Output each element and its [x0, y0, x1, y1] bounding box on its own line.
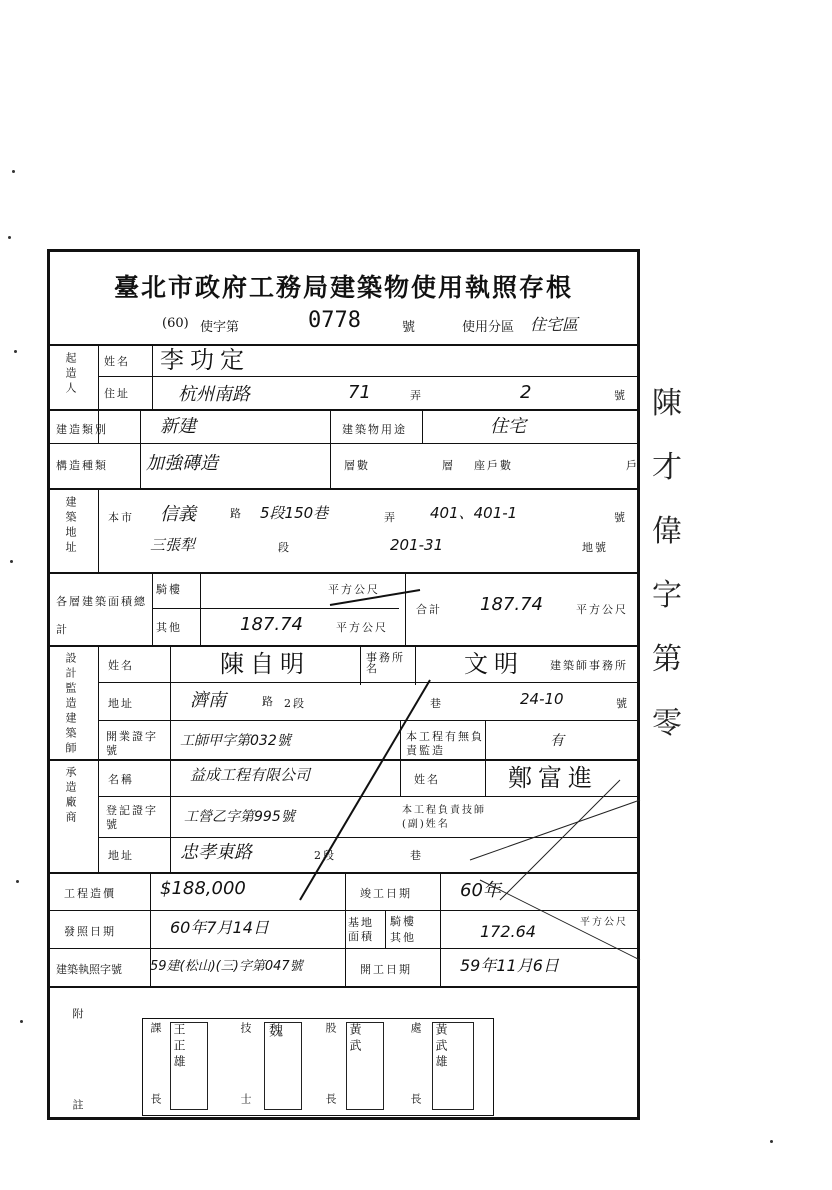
architect-name: 陳自明	[220, 650, 310, 678]
permit-no-label: 建築執照字號	[56, 963, 122, 976]
area-section-label: 各層建築面積總計	[56, 595, 147, 636]
sign-col-1: 課長	[149, 1022, 162, 1164]
engineer-label: 本工程負責技師(副)姓名	[402, 805, 486, 830]
reg-value: 工營乙字第995號	[184, 809, 295, 825]
permit-no-value: 59建(松山)(三)字第047號	[150, 959, 303, 974]
road-suffix: 路	[230, 507, 243, 520]
lane-label: 弄	[410, 389, 423, 402]
location-section-label: 建築地址	[64, 496, 77, 556]
number-label: 號	[614, 389, 627, 402]
site-other-label: 其他	[390, 931, 416, 944]
stamp-2-text: 魏	[267, 1023, 283, 1041]
permit-suffix: 號	[402, 320, 416, 335]
office-value: 文明	[464, 650, 524, 678]
location-number-suffix: 號	[614, 511, 627, 524]
building-use-value: 住宅	[490, 416, 526, 437]
land-number: 201-31	[390, 536, 444, 554]
address-label: 住址	[104, 387, 130, 400]
structure-value: 加強磚造	[146, 453, 218, 474]
zone-label: 使用分區	[462, 320, 515, 335]
other-value: 187.74	[240, 614, 303, 635]
cost-value: $188,000	[160, 878, 246, 899]
section-no: 5段150巷	[260, 504, 329, 522]
permit-year: (60)	[162, 316, 189, 331]
supervise-value: 有	[550, 733, 564, 749]
households-label: 座戶數	[474, 459, 513, 472]
architect-address: 濟南	[190, 690, 226, 711]
issue-value: 60年7月14日	[170, 918, 269, 937]
architect-section: 2段	[284, 697, 306, 710]
office-label: 事務所名	[366, 651, 405, 675]
applicant-number: 2	[520, 382, 532, 403]
location-lane-label: 弄	[384, 511, 397, 524]
land-section: 三張犁	[150, 536, 196, 554]
structure-label: 構造種類	[56, 459, 108, 472]
permit-number: 0778	[308, 308, 361, 333]
license-label: 開業證字號	[106, 730, 158, 757]
arcade-label: 騎樓	[156, 583, 182, 596]
contractor-address: 忠孝東路	[180, 842, 252, 863]
floors-unit: 層	[442, 459, 455, 472]
form-title: 臺北市政府工務局建築物使用執照存根	[113, 273, 573, 302]
contractor-address-label: 地址	[108, 849, 134, 862]
site-arcade-label: 騎樓	[390, 915, 416, 928]
total-unit: 平方公尺	[576, 603, 628, 616]
applicant-address: 杭州南路	[178, 384, 250, 405]
office-suffix: 建築師事務所	[550, 659, 628, 672]
sign-col-3: 股長	[324, 1022, 337, 1164]
contractor-name: 鄭富進	[508, 764, 598, 792]
arcade-unit: 平方公尺	[328, 583, 380, 596]
site-value: 172.64	[480, 922, 536, 941]
architect-lane: 巷	[430, 697, 443, 710]
bleed-through-text: 陳才偉字第零	[652, 386, 682, 741]
stamp-3-text: 黃武	[348, 1023, 362, 1055]
floors-label: 層數	[344, 459, 370, 472]
build-type-value: 新建	[160, 416, 196, 437]
site-unit: 平方公尺	[580, 917, 628, 928]
notes-section-label: 附註	[71, 1008, 84, 1190]
architect-road: 路	[262, 695, 275, 708]
zone-value: 住宅區	[530, 315, 579, 334]
other-unit: 平方公尺	[336, 621, 388, 634]
households-unit: 戶	[626, 459, 639, 472]
building-use-label: 建築物用途	[342, 423, 407, 436]
land-section-label: 段	[278, 541, 291, 554]
architect-number: 24-10	[520, 690, 564, 708]
firm-value: 益成工程有限公司	[190, 766, 311, 784]
permit-prefix: 使字第	[200, 320, 240, 335]
applicant-alley: 71	[348, 382, 371, 403]
license-value: 工師甲字第032號	[180, 733, 291, 749]
applicant-section-label: 起造人	[64, 352, 77, 397]
contractor-section: 2段	[314, 849, 336, 862]
total-label: 合計	[416, 603, 442, 616]
total-value: 187.74	[480, 594, 543, 615]
site-label: 基地面積	[348, 916, 374, 943]
start-label: 開工日期	[360, 963, 412, 976]
architect-address-label: 地址	[108, 697, 134, 710]
issue-label: 發照日期	[64, 925, 116, 938]
architect-number-label: 號	[616, 697, 629, 710]
stamp-4-text: 黃武雄	[434, 1023, 448, 1071]
land-number-suffix: 地號	[582, 541, 608, 554]
road-value: 信義	[160, 504, 196, 525]
finish-label: 竣工日期	[360, 887, 412, 900]
contractor-lane: 巷	[410, 849, 423, 862]
applicant-name: 李功定	[160, 346, 250, 374]
stamp-1-text: 王正雄	[172, 1023, 186, 1071]
supervise-label: 本工程有無負責監造	[406, 730, 484, 757]
name-label: 姓名	[104, 355, 130, 368]
start-value: 59年11月6日	[460, 956, 559, 975]
architect-section-label: 設計監造建築師	[64, 652, 77, 757]
sign-col-2: 技士	[239, 1022, 252, 1164]
sign-col-4: 處長	[409, 1022, 422, 1164]
firm-label: 名稱	[108, 773, 134, 786]
finish-value: 60年	[460, 880, 501, 901]
contractor-section-label: 承造廠商	[64, 766, 77, 826]
architect-name-label: 姓名	[108, 659, 134, 672]
contractor-name-label: 姓名	[414, 773, 440, 786]
build-type-label: 建造類別	[56, 423, 108, 436]
reg-label: 登記證字號	[106, 804, 158, 831]
location-number: 401、401-1	[430, 504, 518, 522]
cost-label: 工程造價	[64, 887, 116, 900]
city-label: 本市	[108, 511, 134, 524]
other-label: 其他	[156, 621, 182, 634]
